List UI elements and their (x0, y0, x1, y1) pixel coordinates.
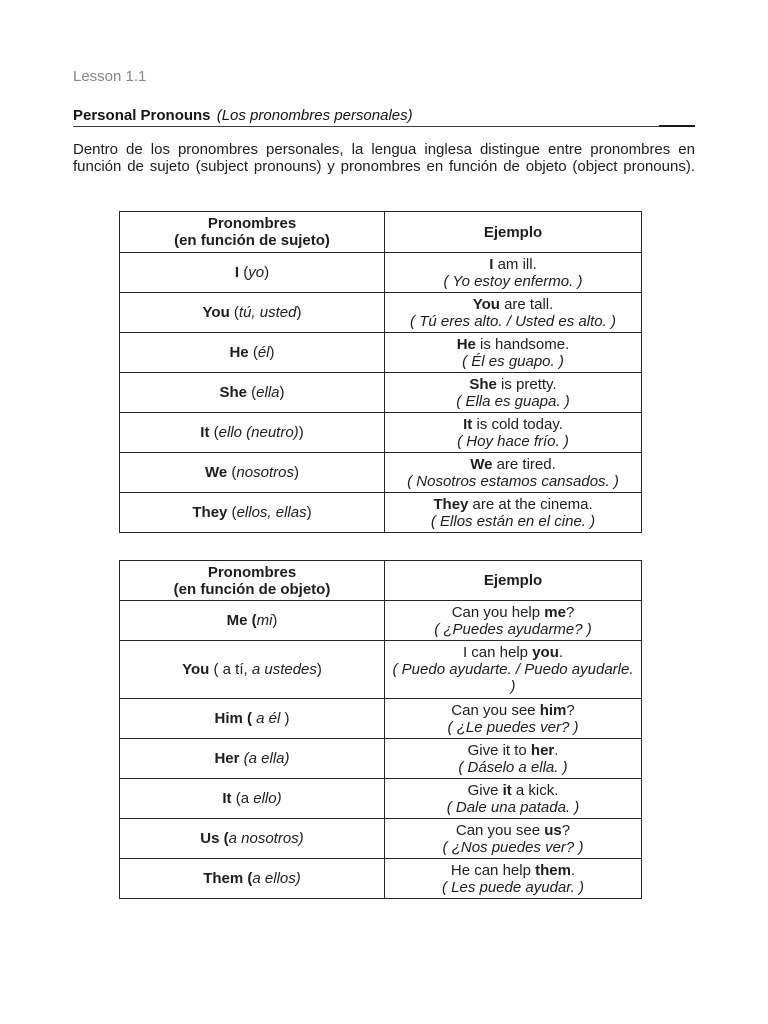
example-translation: ( Les puede ayudar. ) (441, 878, 585, 896)
example-cell (385, 699, 642, 739)
pronoun-emphasis: Them ( (203, 870, 253, 887)
example-column-header: Ejemplo (385, 561, 642, 601)
pronoun-cell (120, 819, 385, 859)
example-emphasis: him (539, 701, 567, 719)
object-pronoun-row (120, 739, 642, 779)
example-text: a kick. (511, 781, 559, 799)
pronoun-gloss: ello (neutro) (218, 424, 299, 441)
pronoun-emphasis: Him ( (214, 710, 252, 727)
section-subtitle: (Los pronombres personales) (216, 107, 413, 124)
example-text: ? (566, 701, 575, 719)
pronoun-gloss: ella (256, 384, 280, 401)
example-emphasis: He (456, 335, 476, 353)
pronoun-text: ) (272, 612, 278, 629)
example-translation: ( Nosotros estamos cansados. ) (407, 472, 619, 490)
example-cell (385, 253, 642, 293)
example-text: He can help (450, 861, 536, 879)
heading-rule-accent (659, 125, 695, 127)
column-header-line: (en función de sujeto) (174, 232, 330, 249)
pronoun-text: ) (306, 504, 312, 521)
example-emphasis: It (463, 415, 473, 433)
example-text: . (554, 741, 559, 759)
object-pronoun-row (120, 819, 642, 859)
example-emphasis: us (544, 821, 562, 839)
pronoun-cell (120, 453, 385, 493)
pronoun-column-header (120, 212, 385, 253)
example-cell (385, 779, 642, 819)
pronoun-text: ) (269, 344, 275, 361)
example-sentence (391, 702, 635, 719)
pronoun-emphasis: I (234, 264, 240, 281)
pronoun-text: ) (280, 710, 290, 727)
example-translation: ( Tú eres alto. / Usted es alto. ) (410, 312, 616, 330)
example-translation: ( Puedo ayudarte. / Puedo ayudarle. ) (392, 661, 634, 695)
pronoun-text: ( (227, 504, 237, 521)
pronoun-text: ( (246, 384, 257, 401)
table-body (120, 601, 642, 899)
pronoun-cell (120, 641, 385, 699)
example-sentence (391, 496, 635, 513)
subject-pronoun-row (120, 493, 642, 533)
example-cell (385, 859, 642, 899)
example-sentence (391, 644, 635, 661)
pronoun-column-header (120, 561, 385, 601)
column-header-line: (en función de objeto) (173, 580, 331, 598)
example-translation: ( Ella es guapa. ) (456, 392, 570, 410)
table-header-row (120, 561, 642, 601)
subject-pronoun-row (120, 373, 642, 413)
subject-pronoun-row (120, 253, 642, 293)
example-cell (385, 333, 642, 373)
example-sentence (391, 296, 635, 313)
pronoun-gloss: (a ella) (239, 750, 290, 767)
example-emphasis: We (470, 455, 493, 473)
pronoun-gloss: yo (248, 264, 265, 281)
pronoun-gloss: él (257, 344, 270, 361)
example-text: I can help (462, 644, 533, 661)
object-pronoun-row (120, 641, 642, 699)
example-emphasis: you (532, 644, 559, 661)
example-text: Give (467, 781, 503, 799)
example-column-header: Ejemplo (385, 212, 642, 253)
example-sentence (391, 256, 635, 273)
example-sentence (391, 456, 635, 473)
pronoun-cell (120, 859, 385, 899)
pronoun-text: (a (231, 790, 254, 807)
object-pronoun-row (120, 859, 642, 899)
pronoun-cell (120, 493, 385, 533)
column-header-line: Pronombres (207, 215, 297, 232)
example-cell (385, 819, 642, 859)
example-cell (385, 641, 642, 699)
table-header-row (120, 212, 642, 253)
example-cell (385, 601, 642, 641)
example-cell (385, 373, 642, 413)
example-sentence (391, 376, 635, 393)
column-header-line: Pronombres (207, 563, 297, 581)
pronoun-text: ( (248, 344, 258, 361)
example-sentence (391, 862, 635, 879)
example-emphasis: I (489, 255, 494, 273)
pronoun-cell (120, 739, 385, 779)
pronoun-emphasis: He (229, 344, 249, 361)
example-text: Can you help (451, 603, 545, 621)
example-translation: ( Él es guapo. ) (462, 352, 564, 370)
object-pronouns-table (119, 560, 642, 899)
example-text: am ill. (493, 255, 537, 273)
pronoun-gloss: ellos, ellas (236, 504, 307, 521)
object-pronoun-row (120, 601, 642, 641)
pronoun-text: ) (264, 264, 270, 281)
example-translation: ( Hoy hace frío. ) (457, 432, 569, 450)
table-body (120, 253, 642, 533)
example-text: are tired. (492, 455, 556, 473)
pronoun-emphasis: Her (214, 750, 240, 767)
subject-pronoun-row (120, 293, 642, 333)
pronoun-emphasis: We (205, 464, 228, 481)
pronoun-cell (120, 413, 385, 453)
pronoun-text: ( a tí, (209, 661, 252, 678)
example-text: are tall. (499, 295, 554, 313)
pronoun-text: ( (209, 424, 219, 441)
table-header (120, 212, 642, 253)
pronoun-cell (120, 601, 385, 641)
example-text: Give it to (467, 741, 531, 759)
subject-pronoun-row (120, 333, 642, 373)
example-cell (385, 453, 642, 493)
pronoun-text: ) (279, 384, 285, 401)
example-sentence (391, 604, 635, 621)
pronoun-text: ( (239, 264, 249, 281)
pronoun-gloss: a él (251, 710, 281, 727)
example-text: is pretty. (496, 375, 557, 393)
pronoun-text: ) (293, 464, 299, 481)
pronoun-gloss: nosotros (236, 464, 294, 481)
subject-pronouns-table (119, 211, 642, 533)
example-cell (385, 293, 642, 333)
pronoun-emphasis: Us ( (200, 830, 229, 847)
example-translation: ( Dáselo a ella. ) (458, 758, 568, 776)
example-emphasis: her (530, 741, 555, 759)
pronoun-gloss: a ellos) (252, 870, 301, 887)
example-emphasis: me (544, 603, 566, 621)
pronoun-emphasis: You (182, 661, 210, 678)
pronoun-gloss: a ustedes (251, 661, 317, 678)
table-header (120, 561, 642, 601)
example-translation: ( Yo estoy enfermo. ) (443, 272, 583, 290)
pronoun-gloss: a nosotros) (228, 830, 304, 847)
example-sentence (391, 782, 635, 799)
pronoun-text: ( (227, 464, 237, 481)
object-pronoun-row (120, 699, 642, 739)
subject-pronoun-row (120, 453, 642, 493)
example-sentence (391, 822, 635, 839)
heading-rule (73, 126, 695, 127)
object-pronoun-row (120, 779, 642, 819)
example-emphasis: You (472, 295, 500, 313)
example-translation: ( ¿Nos puedes ver? ) (442, 838, 584, 856)
pronoun-gloss: mi (256, 612, 273, 629)
pronoun-cell (120, 293, 385, 333)
pronoun-emphasis: They (192, 504, 228, 521)
example-sentence (391, 416, 635, 433)
example-cell (385, 413, 642, 453)
pronoun-text: ( (229, 304, 239, 321)
example-emphasis: it (502, 781, 512, 799)
example-translation: ( ¿Puedes ayudarme? ) (434, 620, 592, 638)
example-cell (385, 739, 642, 779)
pronoun-emphasis: It (200, 424, 210, 441)
section-heading (73, 107, 413, 124)
pronoun-text: ) (298, 424, 304, 441)
example-translation: ( ¿Le puedes ver? ) (447, 718, 579, 736)
example-emphasis: They (433, 495, 469, 513)
pronoun-gloss: ello) (253, 790, 282, 807)
pronoun-text: ) (296, 304, 302, 321)
example-text: is handsome. (475, 335, 570, 353)
pronoun-emphasis: You (202, 304, 230, 321)
pronoun-text: ) (316, 661, 322, 678)
example-text: ? (561, 821, 571, 839)
pronoun-cell (120, 253, 385, 293)
subject-pronoun-row (120, 413, 642, 453)
example-text: ? (565, 603, 575, 621)
intro-paragraph: Dentro de los pronombres personales, la lengua inglesa distingue entre pronombres en función de sujeto (subject pronouns) y pronombres en función de objeto (object pronouns). (73, 141, 695, 175)
example-translation: ( Dale una patada. ) (446, 798, 580, 816)
pronoun-cell (120, 699, 385, 739)
pronoun-emphasis: Me ( (226, 612, 257, 629)
example-text: . (558, 644, 564, 661)
lesson-label: Lesson 1.1 (73, 68, 147, 85)
example-text: . (570, 861, 576, 879)
pronoun-cell (120, 779, 385, 819)
pronoun-emphasis: She (219, 384, 247, 401)
example-text: Can you see (451, 701, 540, 719)
pronoun-gloss: tú, usted (238, 304, 297, 321)
example-emphasis: She (469, 375, 497, 393)
pronoun-cell (120, 333, 385, 373)
example-sentence (391, 742, 635, 759)
example-cell (385, 493, 642, 533)
example-text: are at the cinema. (468, 495, 593, 513)
example-translation: ( Ellos están en el cine. ) (430, 512, 596, 530)
example-text: Can you see (455, 821, 545, 839)
example-sentence (391, 336, 635, 353)
section-title: Personal Pronouns (73, 107, 211, 124)
example-emphasis: them (535, 861, 571, 879)
pronoun-emphasis: It (222, 790, 232, 807)
pronoun-cell (120, 373, 385, 413)
example-text: is cold today. (472, 415, 563, 433)
